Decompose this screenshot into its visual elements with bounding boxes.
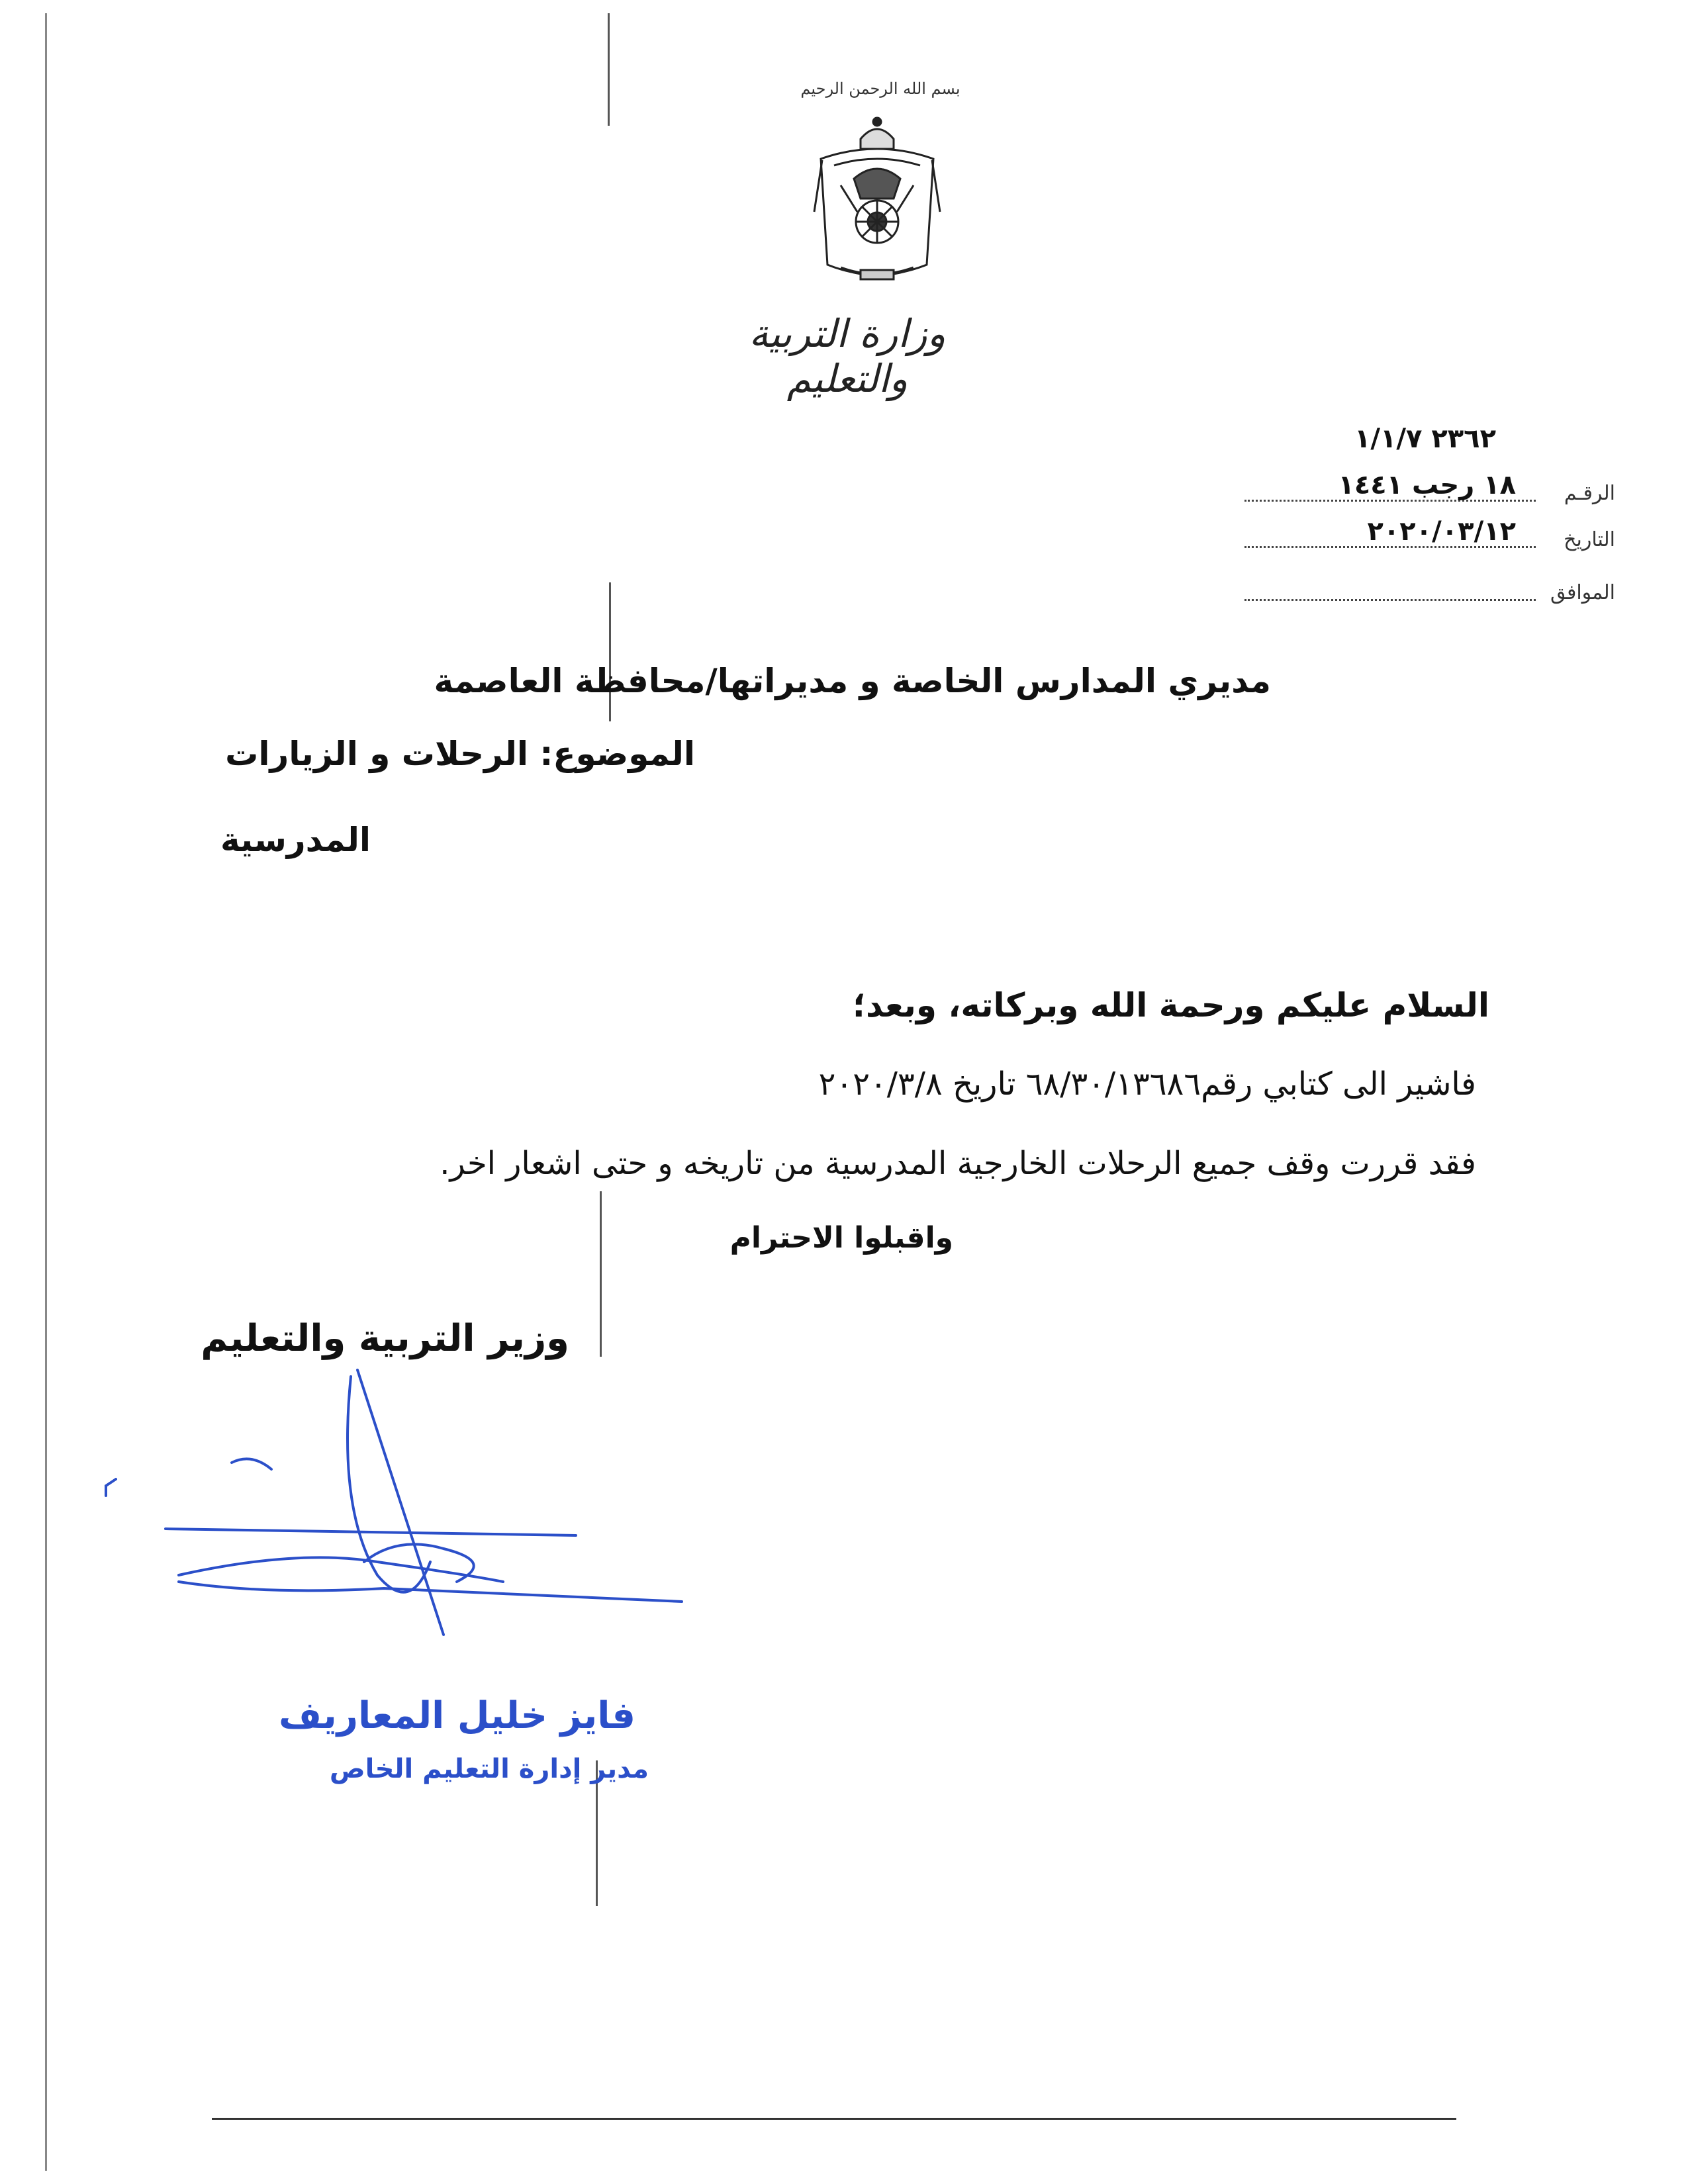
subject-line: الموضوع: الرحلات و الزيارات (225, 735, 695, 773)
signatory-title: مدير إدارة التعليم الخاص (329, 1754, 649, 1784)
reference-number-row (1244, 470, 1615, 507)
corresponding-label: الموافق (1550, 581, 1615, 604)
date-value: ٢٠٢٠/٠٣/١٢ (1367, 516, 1516, 547)
handwritten-signature (99, 1363, 695, 1681)
fold-line-lower (600, 1191, 602, 1357)
minister-title: وزير التربية والتعليم (201, 1317, 569, 1360)
basmala: بسم الله الرحمن الرحيم (800, 79, 961, 98)
greeting: السلام عليكم ورحمة الله وبركاته، وبعد؛ (853, 986, 1489, 1024)
scan-edge-line (45, 13, 47, 2171)
body-paragraph-1: فاشير الى كتابي رقم٦٨/٣٠/١٣٦٨٦ تاريخ ٢٠٢٠/٣/٨ (818, 1066, 1476, 1103)
footer-rule (212, 2118, 1456, 2120)
date-label: التاريخ (1564, 528, 1615, 551)
closing-phrase: واقبلوا الاحترام (729, 1221, 953, 1255)
date-row (1244, 516, 1615, 553)
reference-number-value: ١٨ رجب ١٤٤١ (1338, 470, 1516, 500)
corresponding-row (1244, 569, 1615, 606)
file-number: ٢٣٦٢ ١/١/٧ (1354, 424, 1496, 454)
dotted-line (1244, 599, 1536, 601)
body-paragraph-2: فقد قررت وقف جميع الرحلات الخارجية المدرسية من تاريخه و حتى اشعار اخر. (440, 1145, 1476, 1182)
fold-line-top (608, 13, 610, 126)
fold-line-middle (609, 582, 611, 721)
subject-line-continued: المدرسية (220, 821, 371, 859)
addressee: مديري المدارس الخاصة و مديراتها/محافظة العاصمة (434, 662, 1271, 700)
coat-of-arms-icon (794, 113, 960, 291)
ministry-name: وزارة التربية والتعليم (749, 311, 946, 401)
signatory-name: فايز خليل المعاريف (279, 1694, 635, 1737)
reference-number-label: الرقـم (1564, 482, 1615, 505)
